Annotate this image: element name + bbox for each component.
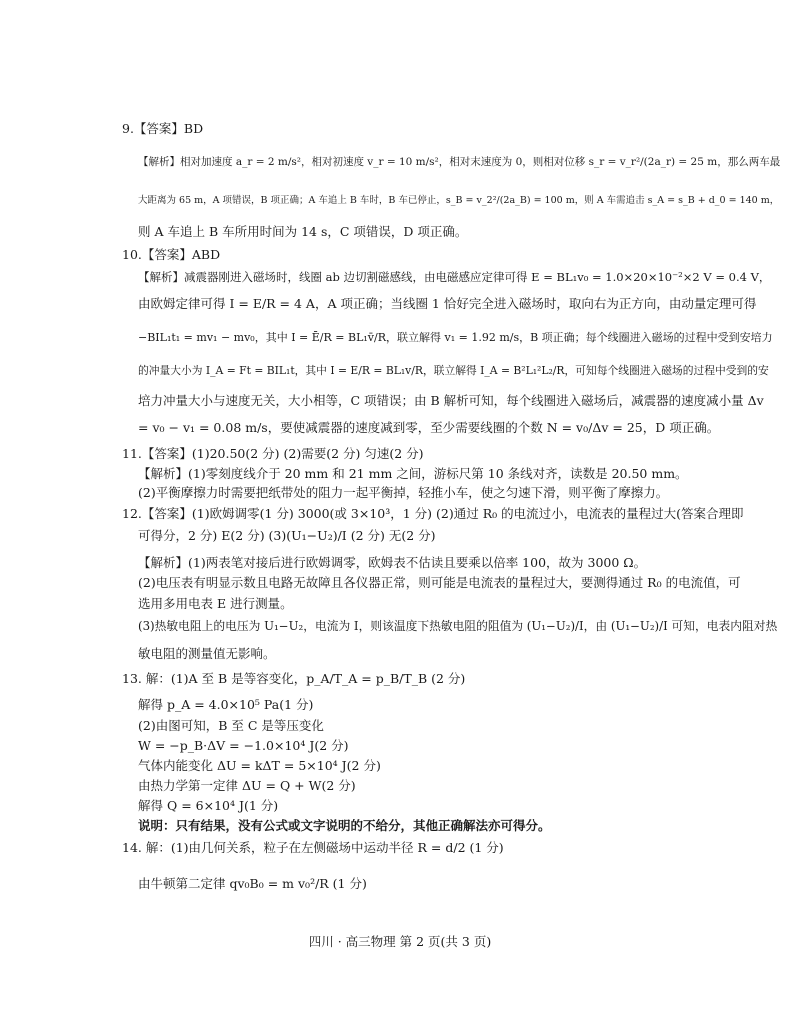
q11-analysis-line: 【解析】(1)零刻度线介于 20 mm 和 21 mm 之间，游标尺第 10 条线对齐，读数是 20.50 mm。 [138, 466, 688, 481]
q11-analysis-line: (2)平衡摩擦力时需要把纸带处的阻力一起平衡掉，轻推小车，使之匀速下滑，则平衡了摩擦力。 [138, 485, 669, 500]
q13-solution-line: (2)由图可知，B 至 C 是等压变化 [138, 718, 324, 733]
q13-solution-line: 由热力学第一定律 ΔU = Q + W(2 分) [138, 778, 356, 793]
q12-answer: 12.【答案】(1)欧姆调零(1 分) 3000(或 3×10³，1 分) (2)通过 R₀ 的电流过小，电流表的量程过大(答案合理即 [122, 506, 744, 521]
q14-solution: 14. 解：(1)由几何关系，粒子在左侧磁场中运动半径 R = d/2 (1 分) [122, 840, 504, 855]
q9-analysis-line: 【解析】相对加速度 a_r = 2 m/s²，相对初速度 v_r = 10 m/s²，相对末速度为 0，则相对位移 s_r = v_r²/(2a_r) = 25 m，那么两车最 [138, 156, 781, 168]
q12-analysis-line: 选用多用电表 E 进行测量。 [138, 596, 293, 611]
q12-answer-line: 可得分，2 分) E(2 分) (3)(U₁−U₂)/I (2 分) 无(2 分) [138, 528, 436, 543]
q13-solution-line: 气体内能变化 ΔU = kΔT = 5×10⁴ J(2 分) [138, 758, 381, 773]
q12-analysis-line: 敏电阻的测量值无影响。 [138, 646, 276, 661]
q9-analysis-line: 大距离为 65 m，A 项错误，B 项正确；A 车追上 B 车时，B 车已停止，s_B = v_2²/(2a_B) = 100 m，则 A 车需追击 s_A = s_B + d_0 = 140 m， [138, 195, 780, 206]
q11-answer: 11.【答案】(1)20.50(2 分) (2)需要(2 分) 匀速(2 分) [122, 446, 424, 461]
q10-analysis-line: 由欧姆定律可得 I = E/R = 4 A，A 项正确；当线圈 1 恰好完全进入磁场时，取向右为正方向，由动量定理可得 [138, 296, 757, 311]
q12-analysis-line: (2)电压表有明显示数且电路无故障且各仪器正常，则可能是电流表的量程过大，要测得通过 R₀ 的电流值，可 [138, 575, 741, 590]
q13-solution-line: W = −p_B·ΔV = −1.0×10⁴ J(2 分) [138, 738, 349, 753]
q9-analysis-line: 则 A 车追上 B 车所用时间为 14 s，C 项错误，D 项正确。 [138, 224, 468, 239]
q12-analysis-line: (3)热敏电阻上的电压为 U₁−U₂，电流为 I，则该温度下热敏电阻的阻值为 (U₁−U₂)/I，由 (U₁−U₂)/I 可知，电表内阻对热 [138, 619, 778, 633]
q14-solution-line: 由牛顿第二定律 qv₀B₀ = m v₀²/R (1 分) [138, 876, 367, 891]
page-footer: 四川 · 高三物理 第 2 页(共 3 页) [308, 934, 492, 949]
q13-solution-line: 解得 Q = 6×10⁴ J(1 分) [138, 798, 279, 813]
q10-analysis-line: 【解析】减震器刚进入磁场时，线圈 ab 边切割磁感线，由电磁感应定律可得 E = BL₁v₀ = 1.0×20×10⁻²×2 V = 0.4 V， [138, 270, 771, 284]
q12-analysis-line: 【解析】(1)两表笔对接后进行欧姆调零，欧姆表不估读且要乘以倍率 100，故为 3000 Ω。 [138, 555, 647, 570]
q9-answer: 9.【答案】BD [122, 121, 204, 136]
q13-solution-line: 解得 p_A = 4.0×10⁵ Pa(1 分) [138, 697, 314, 712]
q10-analysis-line: = v₀ − v₁ = 0.08 m/s，要使减震器的速度减到零，至少需要线圈的个数 N = v₀/Δv = 25，D 项正确。 [138, 420, 720, 435]
q10-analysis-line: 培力冲量大小与速度无关，大小相等，C 项错误；由 B 解析可知，每个线圈进入磁场后，减震器的速度减小量 Δv [138, 393, 764, 408]
scoring-note: 说明：只有结果，没有公式或文字说明的不给分，其他正确解法亦可得分。 [138, 818, 551, 833]
q13-solution: 13. 解：(1)A 至 B 是等容变化，p_A/T_A = p_B/T_B (2 分) [122, 671, 466, 686]
q10-analysis-line: −BIL₁t₁ = mv₁ − mv₀，其中 I = Ē/R = BL₁v̄/R，联立解得 v₁ = 1.92 m/s，B 项正确；每个线圈进入磁场的过程中受到安培力 [138, 331, 773, 344]
q10-answer: 10.【答案】ABD [122, 247, 221, 262]
q10-analysis-line: 的冲量大小为 I_A = Ft = BIL₁t，其中 I = E/R = BL₁v/R，联立解得 I_A = B²L₁²L₂/R，可知每个线圈进入磁场的过程中受到的安 [138, 364, 769, 377]
